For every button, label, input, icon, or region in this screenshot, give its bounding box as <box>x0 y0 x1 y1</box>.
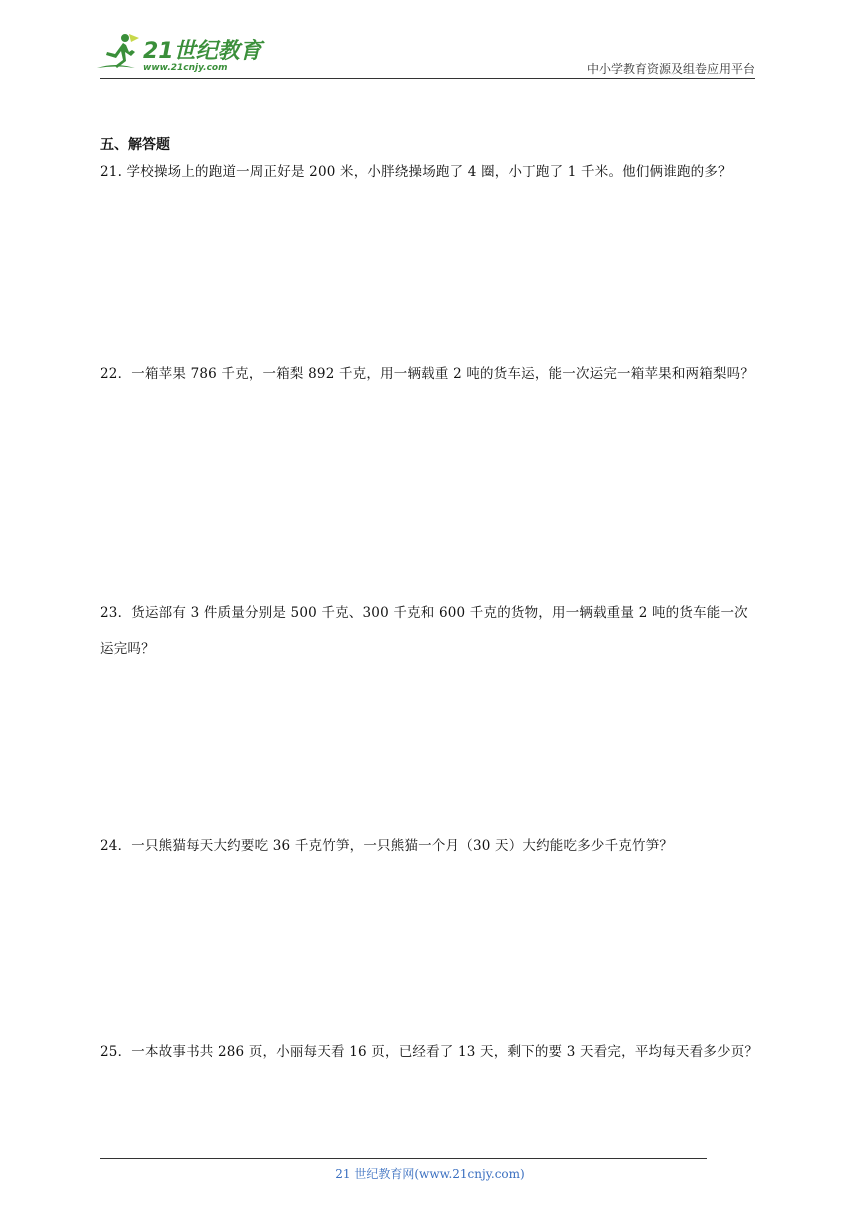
runner-logo-icon <box>95 32 143 76</box>
header-divider <box>100 78 755 79</box>
footer-link[interactable]: 21 世纪教育网(www.21cnjy.com) <box>335 1167 525 1181</box>
site-logo[interactable] <box>95 32 265 78</box>
page-header <box>0 0 860 90</box>
platform-name: 中小学教育资源及组卷应用平台 <box>586 62 755 76</box>
logo-url: www.21cnjy.com <box>143 63 228 73</box>
question-21: 21. 学校操场上的跑道一周正好是 200 米，小胖绕操场跑了 4 圈，小丁跑了 1 千米。他们俩谁跑的多？ <box>100 164 732 180</box>
footer-divider <box>100 1158 707 1159</box>
logo-wordmark: 21世纪教育 <box>143 39 262 64</box>
question-25: 25．一本故事书共 286 页，小丽每天看 16 页，已经看了 13 天，剩下的要 3 天看完，平均每天看多少页？ <box>100 1044 759 1060</box>
section-title: 五、解答题 <box>100 137 170 153</box>
question-22: 22．一箱苹果 786 千克，一箱梨 892 千克，用一辆载重 2 吨的货车运，能一次运完一箱苹果和两箱梨吗？ <box>100 366 755 382</box>
question-23: 23．货运部有 3 件质量分别是 500 千克、300 千克和 600 千克的货物，用一辆载重量 2 吨的货车能一次运完吗？ <box>100 605 748 657</box>
question-24: 24．一只熊猫每天大约要吃 36 千克竹笋，一只熊猫一个月（30 天）大约能吃多少千克竹笋？ <box>100 838 674 854</box>
